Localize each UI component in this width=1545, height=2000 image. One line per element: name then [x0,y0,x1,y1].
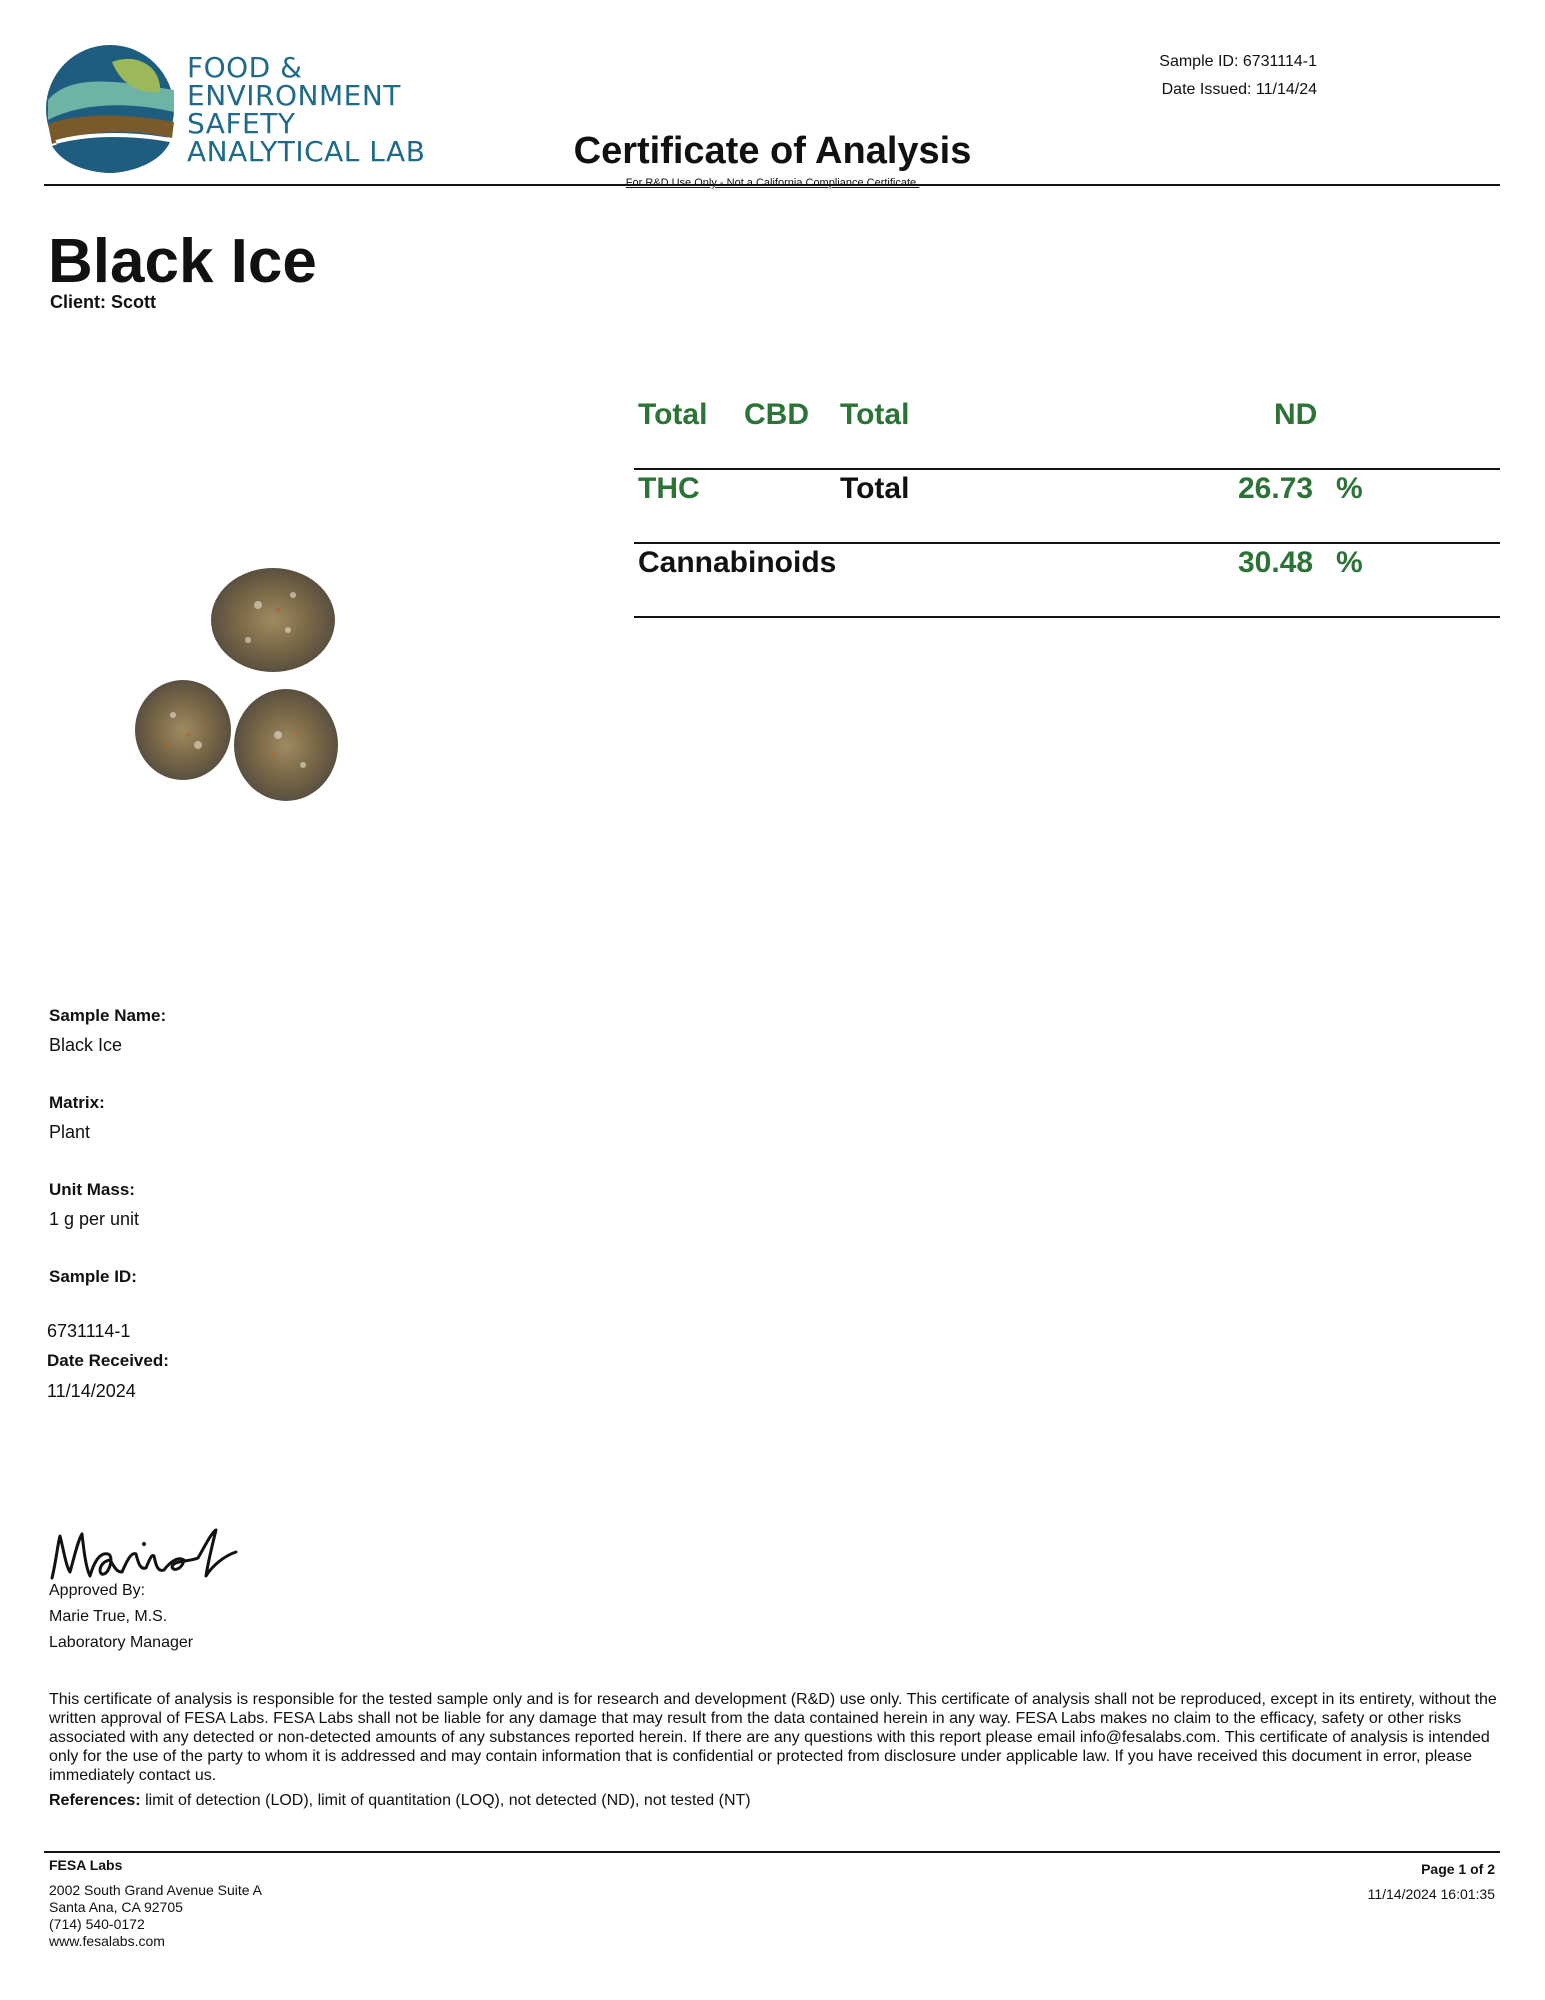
potency-row-total-cannabinoids [634,544,1500,618]
references-line [49,1792,751,1810]
footer-divider [44,1851,1500,1853]
product-name: Black Ice [48,227,317,296]
header-divider [44,184,1500,186]
client-name: Client: Scott [50,292,156,312]
approver-title: Laboratory Manager [49,1634,194,1651]
approver-name: Marie True, M.S. [49,1608,168,1625]
sample-id-value: 6731114-1 [47,1321,131,1341]
header-sample-id: Sample ID: 6731114-1 [1159,53,1317,70]
footer-website: www.fesalabs.com [49,1933,165,1949]
footer-phone: (714) 540-0172 [49,1916,145,1932]
logo-text-line-2: ENVIRONMENT [187,79,401,112]
potency-summary-table [634,396,1500,618]
potency-label: Total [638,398,708,431]
logo-text-line-4: ANALYTICAL LAB [187,135,426,168]
header-date-issued: Date Issued: 11/14/24 [1161,81,1317,98]
potency-row-total-cbd [634,396,1500,470]
potency-value-cbd: ND [1274,398,1318,431]
date-received-value: 11/14/2024 [47,1381,136,1401]
footer-company: FESA Labs [49,1857,123,1873]
footer-timestamp: 11/14/2024 16:01:35 [1367,1886,1495,1902]
document-title: Certificate of Analysis [573,130,972,172]
unit-mass-label: Unit Mass: [49,1180,135,1199]
potency-row-total-thc [634,470,1500,544]
disclaimer-text: This certificate of analysis is responsible for the tested sample only and is for research and development (R&D) use only. This certificate of analysis shall not be reproduced, except in its entirety, without the written approval of FESA Labs. FESA Labs shall not be liable for any damage that may result from the data contained herein in any way. FESA Labs makes no claim to the efficacy, safety or other risks associated with any detected or non-detected amounts of any substances reported herein. If there are any questions with this report please email info@fesalabs.com. This certificate of analysis is intended only for the use of the party to whom it is addressed and may contain information that is confidential or protected from disclosure under applicable law. If you have received this document in error, please immediately contact us. [49,1691,1497,1784]
potency-value-cannabinoids: 30.48 [1238,546,1314,579]
unit-mass-value: 1 g per unit [49,1209,140,1229]
potency-label: CBD [744,398,809,431]
logo-text-line-1: FOOD & [187,51,303,84]
logo-text-line-3: SAFETY [187,107,296,140]
footer-address-line-2: Santa Ana, CA 92705 [49,1899,183,1915]
sample-id-label: Sample ID: [49,1267,137,1286]
potency-label: Total [840,398,910,431]
matrix-label: Matrix: [49,1093,105,1112]
product-photo [48,405,468,945]
potency-value-thc: 26.73 [1238,472,1314,505]
footer-page-info [1368,1857,1495,1907]
potency-label: THC [638,472,700,505]
references-label: References: [49,1792,141,1809]
approved-by-label: Approved By: [49,1582,146,1599]
references-text: limit of detection (LOD), limit of quantitation (LOQ), not detected (ND), not tested (NT) [145,1792,751,1809]
sample-name-value: Black Ice [49,1035,123,1055]
footer-address-block [49,1857,262,1950]
signature-image [48,1522,238,1584]
date-received-label: Date Received: [47,1351,169,1370]
document-subtitle: For R&D Use Only - Not a California Compliance Certificate. [625,177,920,189]
footer-page-number: Page 1 of 2 [1421,1861,1495,1877]
header-meta [1159,48,1317,104]
potency-label: Cannabinoids [638,546,837,579]
potency-unit: % [1336,546,1363,579]
footer-address-line-1: 2002 South Grand Avenue Suite A [49,1882,263,1898]
potency-label: Total [840,472,910,505]
sample-name-label: Sample Name: [49,1006,167,1025]
matrix-value: Plant [49,1122,91,1142]
potency-unit: % [1336,472,1363,505]
